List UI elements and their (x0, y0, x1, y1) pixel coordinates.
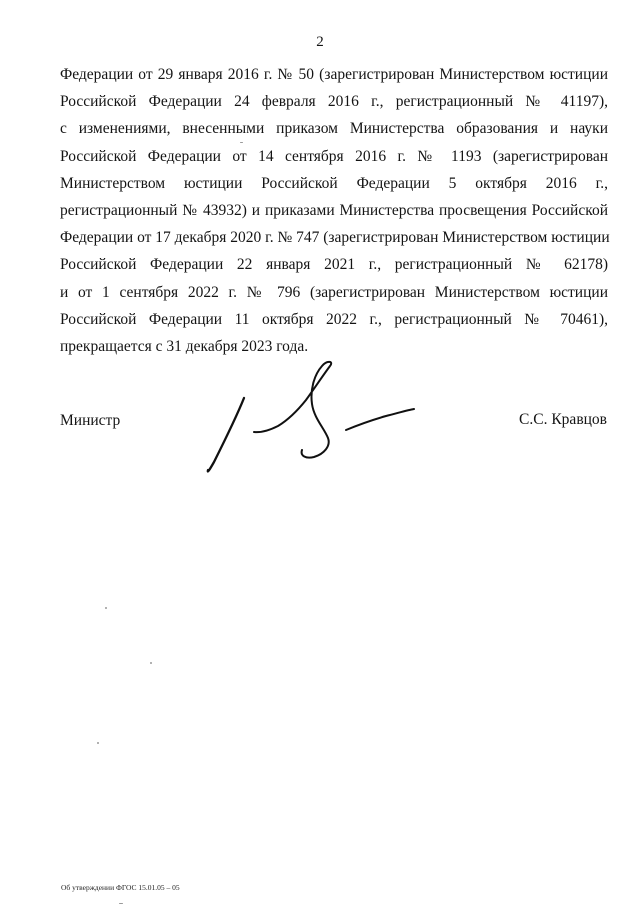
body-line: с изменениями, внесенными приказом Министерства образования и науки (60, 120, 608, 138)
signatory-title: Министр (60, 412, 121, 429)
scan-speck (240, 142, 243, 143)
signatory-name: С.С. Кравцов (519, 411, 607, 428)
body-line: Российской Федерации 11 октября 2022 г., регистрационный № 70461), (60, 310, 608, 328)
body-line-last: прекращается с 31 декабря 2023 года. (60, 337, 309, 355)
body-line: Российской Федерации от 14 сентября 2016 г. № 1193 (зарегистрирован (60, 147, 608, 165)
body-line: Российской Федерации 24 февраля 2016 г., регистрационный № 41197), (60, 93, 608, 111)
scan-speck (150, 662, 152, 664)
page-number: 2 (316, 34, 324, 50)
body-line: Федерации от 17 декабря 2020 г. № 747 (зарегистрирован Министерством юстиции (60, 229, 610, 247)
handwritten-signature (196, 356, 426, 480)
body-line: Министерством юстиции Российской Федерации 5 октября 2016 г., (60, 174, 608, 192)
scan-speck (105, 607, 107, 609)
body-line: Федерации от 29 января 2016 г. № 50 (зарегистрирован Министерством юстиции (60, 66, 608, 83)
footer-document-title: Об утверждении ФГОС 15.01.05 – 05 (61, 883, 180, 892)
body-paragraph (60, 66, 608, 365)
body-line: регистрационный № 43932) и приказами Министерства просвещения Российской (60, 201, 608, 219)
scan-speck (97, 742, 99, 744)
scan-speck (119, 903, 123, 904)
body-line: и от 1 сентября 2022 г. № 796 (зарегистрирован Министерством юстиции (60, 283, 608, 301)
body-line: Российской Федерации 22 января 2021 г., регистрационный № 62178) (60, 256, 608, 274)
